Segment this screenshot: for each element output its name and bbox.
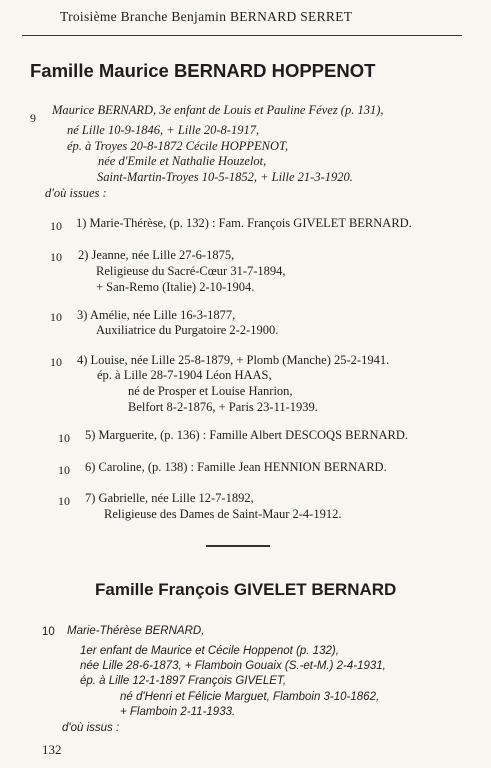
section1-issues-label: d'où issues : [45,186,107,200]
child-3-line-2: Auxiliatrice du Purgatoire 2-2-1900. [96,323,279,337]
section2-line-6: + Flamboin 2-11-1933. [120,706,236,718]
child-2-line-1: 2) Jeanne, née Lille 27-6-1875, [78,248,235,262]
section2-line-4: ép. à Lille 12-1-1897 François GIVELET, [80,675,287,687]
child-4-line-1: 4) Louise, née Lille 25-8-1879, + Plomb (Manche) 25-2-1941. [77,353,390,367]
section-divider [206,545,270,547]
section2-line-5: né d'Henri et Félicie Marguet, Flamboin 3-10-1862, [120,691,380,703]
child-7-line-2: Religieuse des Dames de Saint-Maur 2-4-1912. [104,507,342,521]
section1-line-5: Saint-Martin-Troyes 10-5-1852, + Lille 21-3-1920. [97,170,353,184]
child-7-generation: 10 [58,494,70,508]
child-4-line-2: ép. à Lille 28-7-1904 Léon HAAS, [97,368,272,382]
section2-line-2: 1er enfant de Maurice et Cécile Hoppenot (p. 132), [80,645,339,657]
child-1-line-1: 1) Marie-Thérèse, (p. 132) : Fam. François GIVELET BERNARD. [76,216,412,230]
section1-line-3: ép. à Troyes 20-8-1872 Cécile HOPPENOT, [67,139,289,153]
child-6-line-1: 6) Caroline, (p. 138) : Famille Jean HENNION BERNARD. [85,460,387,474]
running-head: Troisième Branche Benjamin BERNARD SERRET [60,9,353,24]
page-number: 132 [42,742,62,757]
section2-issues-label: d'où issus : [62,722,120,734]
child-4-line-4: Belfort 8-2-1876, + Paris 23-11-1939. [128,400,318,414]
section2-generation: 10 [42,626,55,638]
header-rule [22,35,462,36]
section2-line-1: Marie-Thérèse BERNARD, [67,625,205,637]
section2-line-3: née Lille 28-6-1873, + Flamboin Gouaix (S.-et-M.) 2-4-1931, [80,660,386,672]
child-7-line-1: 7) Gabrielle, née Lille 12-7-1892, [85,491,254,505]
child-2-line-2: Religieuse du Sacré-Cœur 31-7-1894, [96,264,286,278]
child-2-generation: 10 [50,250,62,264]
child-5-generation: 10 [58,431,70,445]
section1-line-2: né Lille 10-9-1846, + Lille 20-8-1917, [67,123,260,137]
child-4-line-3: né de Prosper et Louise Hanrion, [128,384,293,398]
child-6-generation: 10 [58,463,70,477]
child-3-line-1: 3) Amélie, née Lille 16-3-1877, [77,308,236,322]
child-4-generation: 10 [50,355,62,369]
section2-title: Famille François GIVELET BERNARD [95,580,397,599]
child-3-generation: 10 [50,310,62,324]
child-5-line-1: 5) Marguerite, (p. 136) : Famille Albert DESCOQS BERNARD. [85,428,409,442]
section1-title: Famille Maurice BERNARD HOPPENOT [30,60,376,81]
child-1-generation: 10 [50,219,62,233]
section1-line-4: née d'Emile et Nathalie Houzelot, [98,154,267,168]
section1-generation: 9 [30,111,36,125]
child-2-line-3: + San-Remo (Italie) 2-10-1904. [96,280,255,294]
section1-line-1: Maurice BERNARD, 3e enfant de Louis et Pauline Févez (p. 131), [52,103,384,117]
